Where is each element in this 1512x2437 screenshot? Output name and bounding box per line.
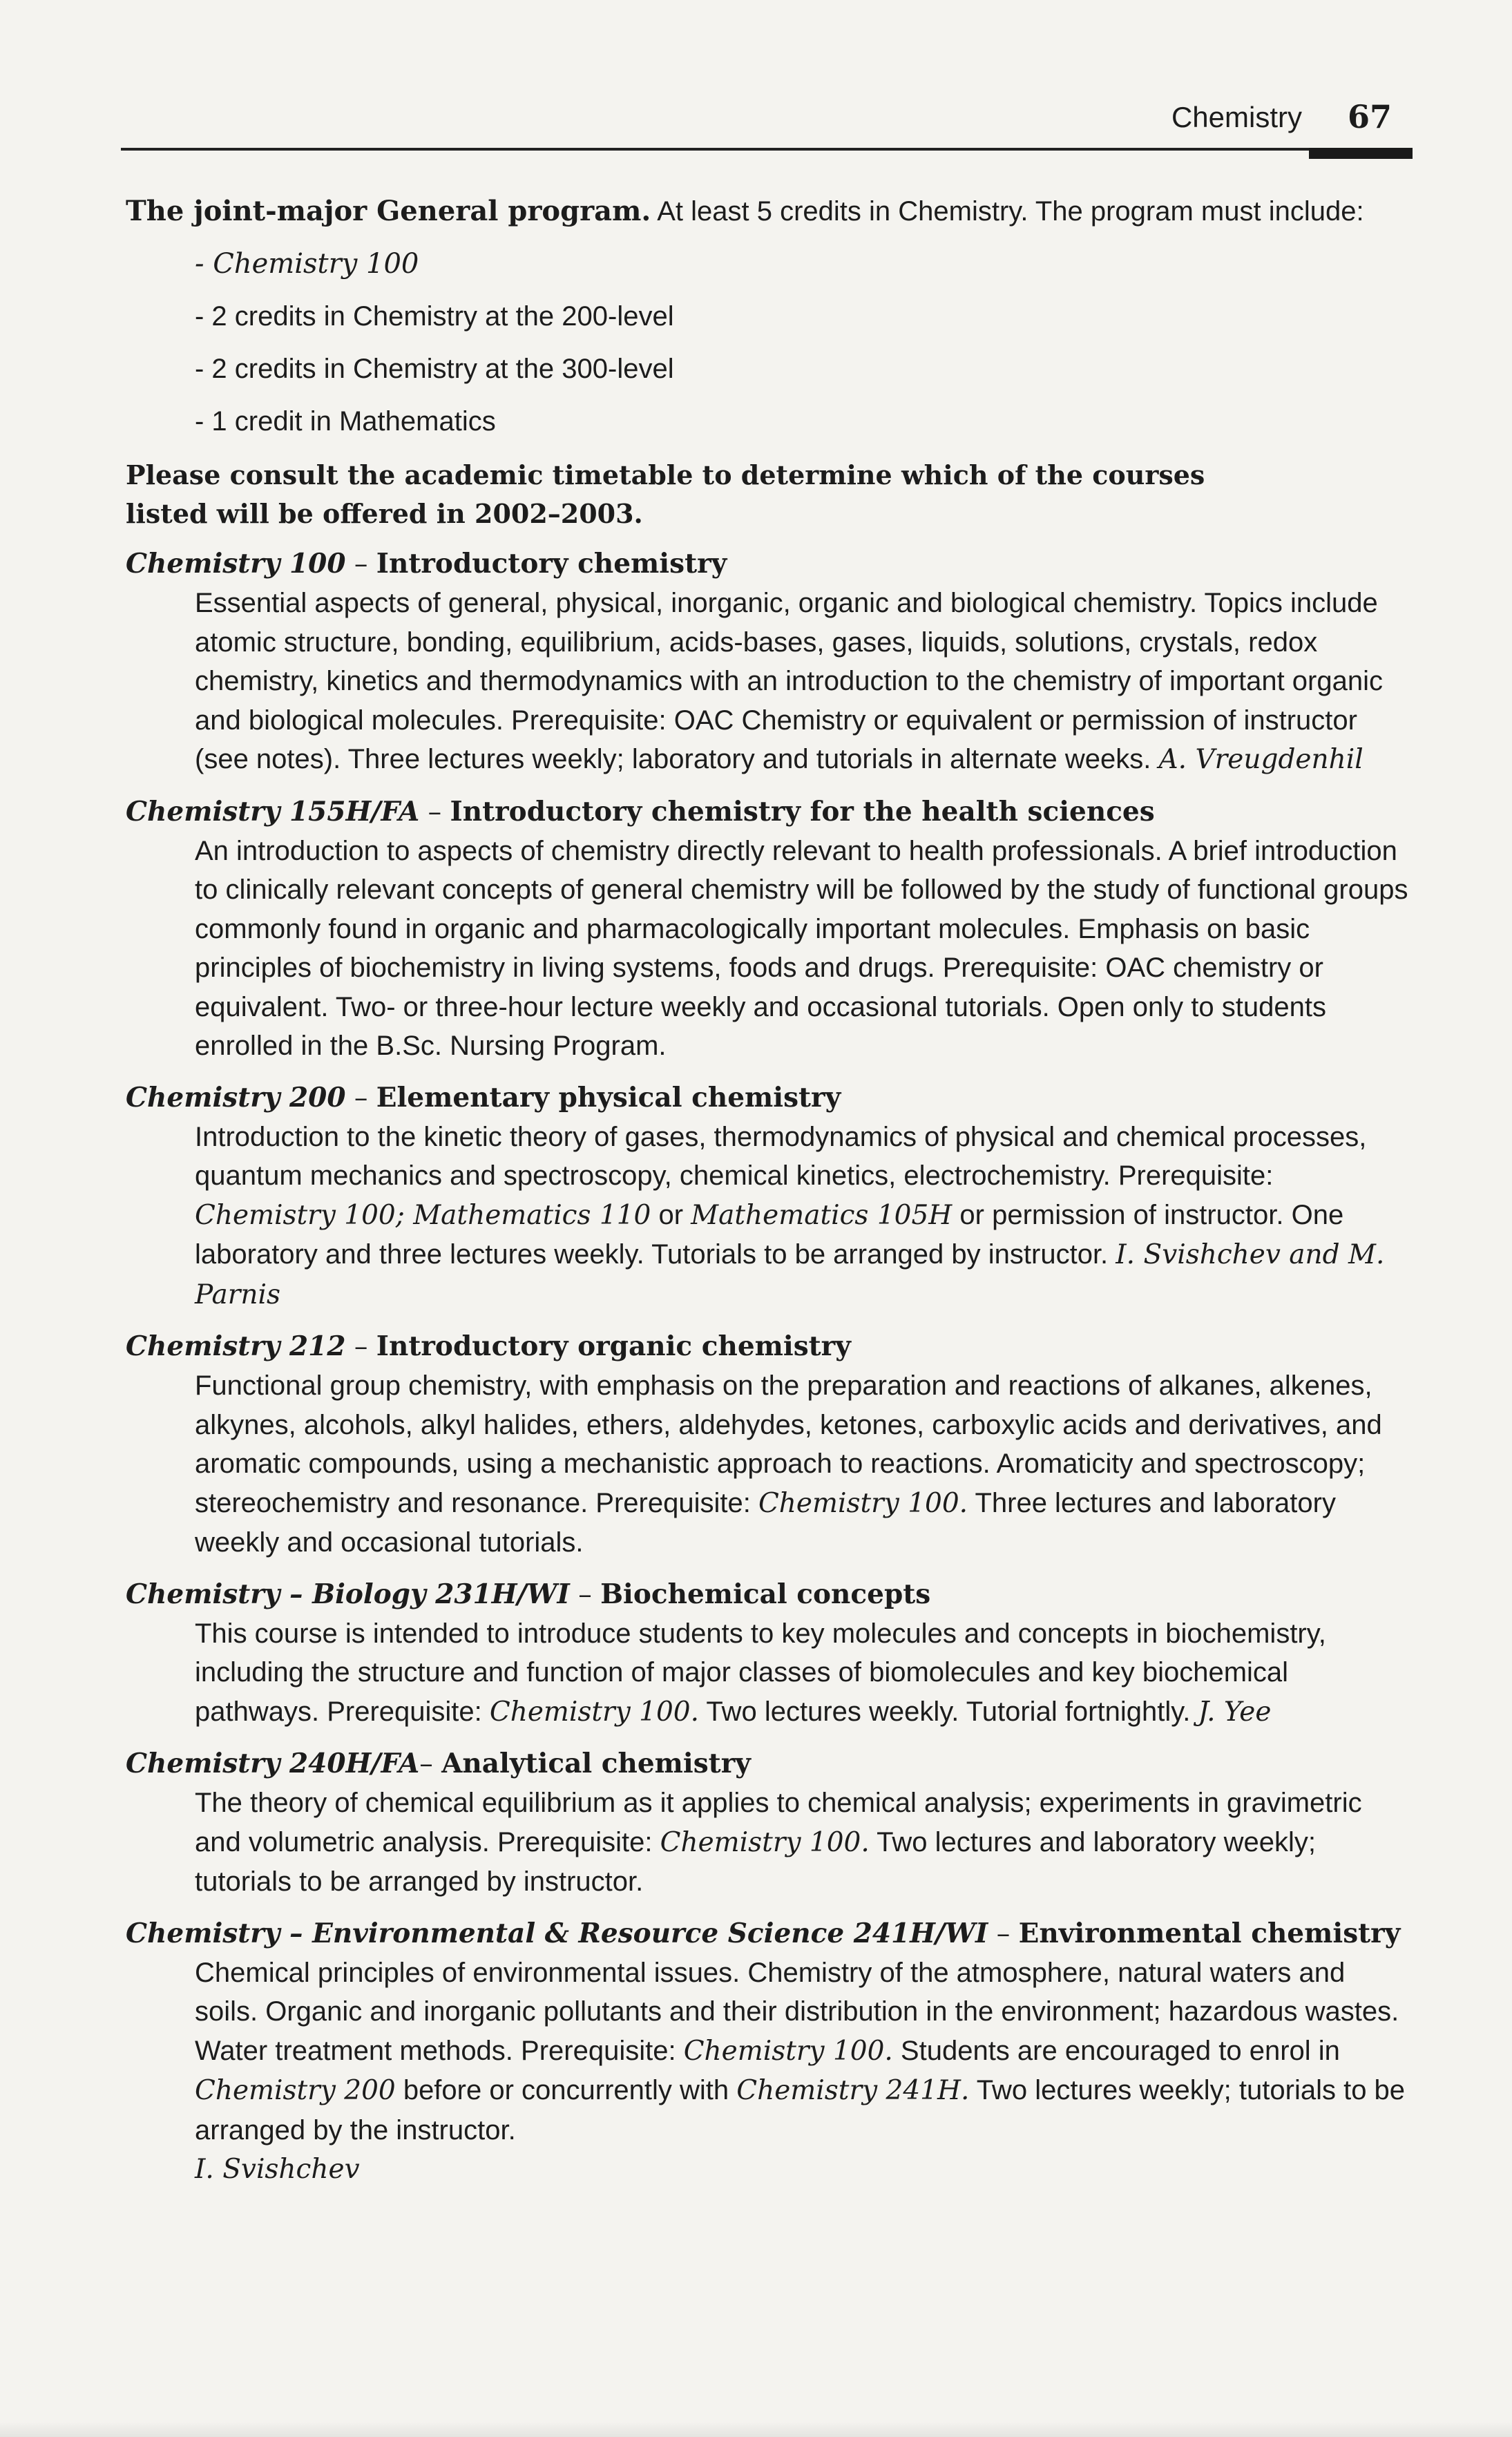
course-description: This course is intended to introduce students to key molecules and concepts in biochemistry, including the structure and function of major classes of biomolecules and key biochemical pathways. Prerequisite: Chemistry 100. Two lectures weekly. Tutorial fortnightly. J. Yee [195,1618,1326,1728]
prerequisite-ref: Chemistry 100. [683,2035,893,2067]
page-content [126,192,1410,2202]
course-code: Chemistry 240H/FA [126,1748,420,1779]
course-description: Functional group chemistry, with emphasis on the preparation and reactions of alkanes, alkenes, alkynes, alcohols, alkyl halides, ethers, aldehydes, ketones, carboxylic acids and derivatives, and aromatic compounds, using a mechanistic approach to reactions. Aromaticity and spectroscopy; stereochemistry and resonance. Prerequisite: Chemistry 100. Three lectures and laboratory weekly and occasional tutorials. [195,1370,1382,1558]
course-heading [126,1078,1410,1118]
prerequisite-ref: Chemistry 200 [195,2075,396,2106]
header-rule [121,148,1413,151]
course-heading [126,1327,1410,1366]
course-code: Chemistry 100 [126,548,346,580]
course-separator: – [345,1082,376,1114]
course-title: Introductory chemistry [376,548,727,580]
course-code: Chemistry 212 [126,1330,346,1362]
running-head-section: Chemistry [1171,101,1302,133]
course-title: Introductory chemistry for the health sciences [450,795,1155,828]
course-title: Elementary physical chemistry [376,1081,841,1114]
course-heading [126,1744,1410,1784]
course-separator: – [419,796,450,828]
requirement-item: - Chemistry 100 [195,248,419,280]
prerequisite-ref: Chemistry 100. [758,1487,968,1519]
course-heading [126,544,1410,584]
prerequisite-ref: Mathematics 105H [691,1199,953,1231]
course-title: Biochemical concepts [600,1578,931,1610]
program-text: At least 5 credits in Chemistry. The program must include: [651,196,1364,227]
course-heading [126,1914,1410,1953]
course-entry [126,1575,1410,1732]
page-header [121,95,1413,144]
prerequisite-ref: Chemistry 100. [660,1826,870,1858]
requirement-item: - 1 credit in Mathematics [195,406,496,437]
course-title: Introductory organic chemistry [376,1330,851,1362]
thumb-tab [1309,148,1413,159]
course-code: Chemistry – Environmental & Resource Science 241H/WI [126,1917,988,1949]
program-title: The joint-major General program. [126,195,651,227]
course-code: Chemistry – Biology 231H/WI [126,1578,570,1610]
course-description: An introduction to aspects of chemistry directly relevant to health professionals. A brief introduction to clinically relevant concepts of general chemistry will be followed by the study of functional groups commonly found in organic and pharmacologically important molecules. Emphasis on basic principles of biochemistry in living systems, foods and drugs. Prerequisite: OAC chemistry or equivalent. Two- or three-hour lecture weekly and occasional tutorials. Open only to students enrolled in the B.Sc. Nursing Program. [195,835,1408,1061]
program-requirements [195,238,1410,448]
course-code: Chemistry 155H/FA [126,795,420,828]
timetable-notice: Please consult the academic timetable to determine which of the courses listed will be offered in 2002–2003. [126,459,1205,529]
course-description: The theory of chemical equilibrium as it applies to chemical analysis; experiments in gravimetric and volumetric analysis. Prerequisite: Chemistry 100. Two lectures and laboratory weekly; tutorials to be arranged by instructor. [195,1788,1362,1897]
course-instructor: A. Vreugdenhil [1158,744,1363,775]
course-code: Chemistry 200 [126,1081,346,1114]
course-entry [126,1327,1410,1562]
course-entry [126,1914,1410,2190]
course-heading [126,1575,1410,1614]
requirement-item: - 2 credits in Chemistry at the 200-level [195,301,674,332]
prerequisite-ref: Chemistry 100. [489,1696,699,1728]
course-entry [126,792,1410,1066]
course-description: Introduction to the kinetic theory of gases, thermodynamics of physical and chemical processes, quantum mechanics and spectroscopy, chemical kinetics, electrochemistry. Prerequisite: Chemistry 100; Mathematics 110 or Mathematics 105H or permission of instructor. One laboratory and three lectures weekly. Tutorials to be arranged by instructor. I. Svishchev and M. Parnis [195,1121,1385,1310]
course-entry [126,1744,1410,1902]
course-heading [126,792,1410,832]
program-intro [126,192,1410,231]
course-instructor: I. Svishchev and M. Parnis [195,1239,1385,1310]
page-bottom-edge [0,2422,1512,2437]
page-number: 67 [1347,98,1392,135]
course-separator: – [419,1748,442,1779]
course-description: Chemical principles of environmental issues. Chemistry of the atmosphere, natural waters and soils. Organic and inorganic pollutants and their distribution in the environment; hazardous wastes. Water treatment methods. Prerequisite: Chemistry 100. Students are encouraged to enrol in Chemistry 200 before or concurrently with Chemistry 241H. Two lectures weekly; tutorials to be arranged by the instructor. I. Svishchev [195,1957,1406,2185]
course-entry [126,1078,1410,1315]
prerequisite-ref: Chemistry 100; Mathematics 110 [195,1199,651,1231]
prerequisite-ref: Chemistry 241H. [736,2075,970,2106]
course-instructor: J. Yee [1198,1696,1272,1728]
course-separator: – [569,1578,601,1610]
course-title: Analytical chemistry [441,1748,751,1779]
course-instructor: I. Svishchev [195,2154,360,2185]
course-title: Environmental chemistry [1018,1917,1401,1949]
course-separator: – [345,548,376,580]
course-entry [126,544,1410,780]
requirement-item: - 2 credits in Chemistry at the 300-level [195,354,674,384]
course-separator: – [988,1918,1019,1949]
course-separator: – [345,1331,376,1362]
course-description: Essential aspects of general, physical, inorganic, organic and biological chemistry. Topics include atomic structure, bonding, equilibrium, acids-bases, gases, liquids, solutions, crystals, redox chemistry, kinetics and thermodynamics with an introduction to the chemistry of important organic and biological molecules. Prerequisite: OAC Chemistry or equivalent or permission of instructor (see notes). Three lectures weekly; laboratory and tutorials in alternate weeks. A. Vreugdenhil [195,588,1383,775]
